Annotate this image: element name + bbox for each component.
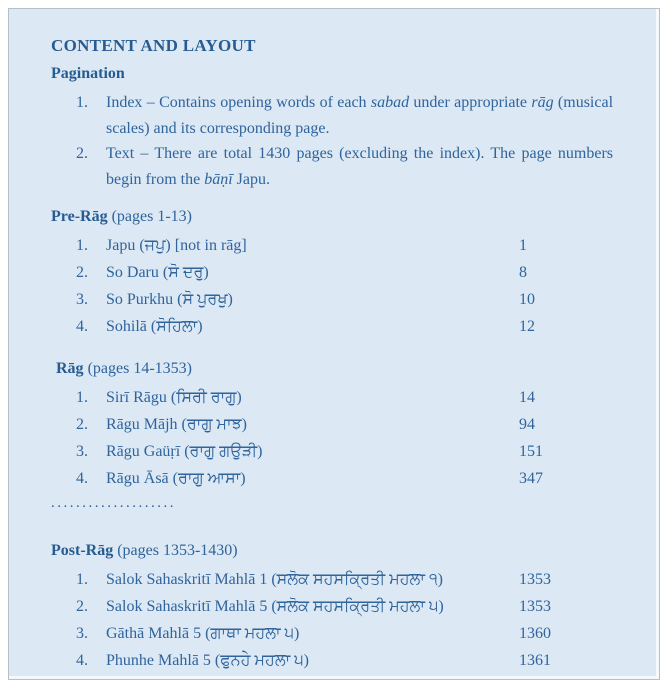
toc-row [51, 286, 613, 313]
row-page-number: 12 [519, 318, 535, 335]
row-number: 3. [76, 443, 88, 460]
note-text-segment: Japu. [232, 170, 270, 188]
section-name: Pre-Rāg [51, 208, 108, 225]
note-text [106, 141, 613, 192]
toc-row [51, 620, 613, 647]
row-title: Sohilā (ਸੋਹਿਲਾ) [106, 318, 203, 335]
pagination-notes [51, 90, 613, 192]
row-page-number: 347 [519, 470, 543, 487]
pagination-heading: Pagination [51, 65, 125, 82]
section-heading [51, 206, 613, 228]
note-text-segment: under appropriate [409, 94, 532, 111]
row-title: Sirī Rāgu (ਸਿਰੀ ਰਾਗੁ) [106, 389, 242, 406]
row-number: 4. [76, 318, 88, 335]
row-title: Japu (ਜਪੁ) [not in rāg] [106, 237, 247, 254]
row-page-number: 10 [519, 291, 535, 308]
section-post-rag [51, 540, 613, 674]
section-pre-rag [51, 206, 613, 340]
row-number: 1. [76, 571, 88, 588]
row-title: Rāgu Mājh (ਰਾਗੁ ਮਾਝ) [106, 416, 248, 433]
row-title: Rāgu Gaüṛī (ਰਾਗੁ ਗਉੜੀ) [106, 443, 263, 460]
toc-row [51, 593, 613, 620]
section-page-range: (pages 1-13) [107, 208, 192, 225]
note-number: 1. [76, 94, 88, 111]
row-page-number: 1 [519, 237, 527, 254]
toc-row [51, 647, 613, 674]
toc-row [51, 313, 613, 340]
row-page-number: 1353 [519, 598, 551, 615]
note-text-italic: bāṇī [204, 170, 233, 188]
toc-row [51, 566, 613, 593]
section-page-range: (pages 14-1353) [83, 360, 192, 377]
row-title: Phunhe Mahlā 5 (ਫੁਨਹੇ ਮਹਲਾ ੫) [106, 652, 309, 669]
row-number: 1. [76, 389, 88, 406]
note-text-italic: rāg [531, 94, 554, 111]
page-title: CONTENT AND LAYOUT [51, 36, 256, 55]
row-number: 2. [76, 598, 88, 615]
row-title: Salok Sahaskritī Mahlā 5 (ਸਲੋਕ ਸਹਸਕ੍ਰਿਤੀ ਮਹਲਾ ੫) [106, 598, 444, 615]
row-title: Salok Sahaskritī Mahlā 1 (ਸਲੋਕ ਸਹਸਕ੍ਰਿਤੀ ਮਹਲਾ ੧) [106, 571, 443, 588]
section-heading [51, 540, 613, 562]
note-number: 2. [76, 145, 88, 162]
toc-row [51, 232, 613, 259]
row-number: 2. [76, 264, 88, 281]
section-page-range: (pages 1353-1430) [113, 542, 238, 559]
note-text-italic: sabad [370, 94, 410, 111]
row-title: So Daru (ਸੋ ਦਰੁ) [106, 264, 209, 281]
toc-row [51, 438, 613, 465]
row-number: 2. [76, 416, 88, 433]
row-page-number: 14 [519, 389, 535, 406]
row-page-number: 1353 [519, 571, 551, 588]
section-name: Post-Rāg [51, 542, 114, 559]
toc-row [51, 411, 613, 438]
section-name: Rāg [56, 360, 84, 377]
row-number: 3. [76, 291, 88, 308]
content-panel [8, 8, 660, 680]
row-page-number: 8 [519, 264, 527, 281]
row-page-number: 1360 [519, 625, 551, 642]
row-title: Gāthā Mahlā 5 (ਗਾਥਾ ਮਹਲਾ ੫) [106, 625, 300, 642]
pagination-note [51, 141, 613, 192]
ellipsis-row: .................... [51, 495, 176, 511]
row-number: 3. [76, 625, 88, 642]
row-title: Rāgu Āsā (ਰਾਗੁ ਆਸਾ) [106, 470, 246, 487]
row-page-number: 94 [519, 416, 535, 433]
section-rag [51, 358, 613, 514]
row-title: So Purkhu (ਸੋ ਪੁਰਖੁ) [106, 291, 233, 308]
row-page-number: 151 [519, 443, 543, 460]
toc-row [51, 259, 613, 286]
section-heading [51, 358, 613, 380]
note-text [106, 90, 613, 141]
toc-row [51, 384, 613, 411]
note-text-segment: Text – There are total 1430 pages (excluding the index). The page numbers begin from the [106, 145, 613, 188]
note-text-segment: Index – Contains opening words of each [106, 94, 371, 111]
note-text-segment: (musical scales) and its corresponding page. [106, 94, 614, 137]
row-number: 1. [76, 237, 88, 254]
row-number: 4. [76, 652, 88, 669]
toc-row [51, 465, 613, 492]
pagination-note [51, 90, 613, 141]
row-page-number: 1361 [519, 652, 551, 669]
row-number: 4. [76, 470, 88, 487]
